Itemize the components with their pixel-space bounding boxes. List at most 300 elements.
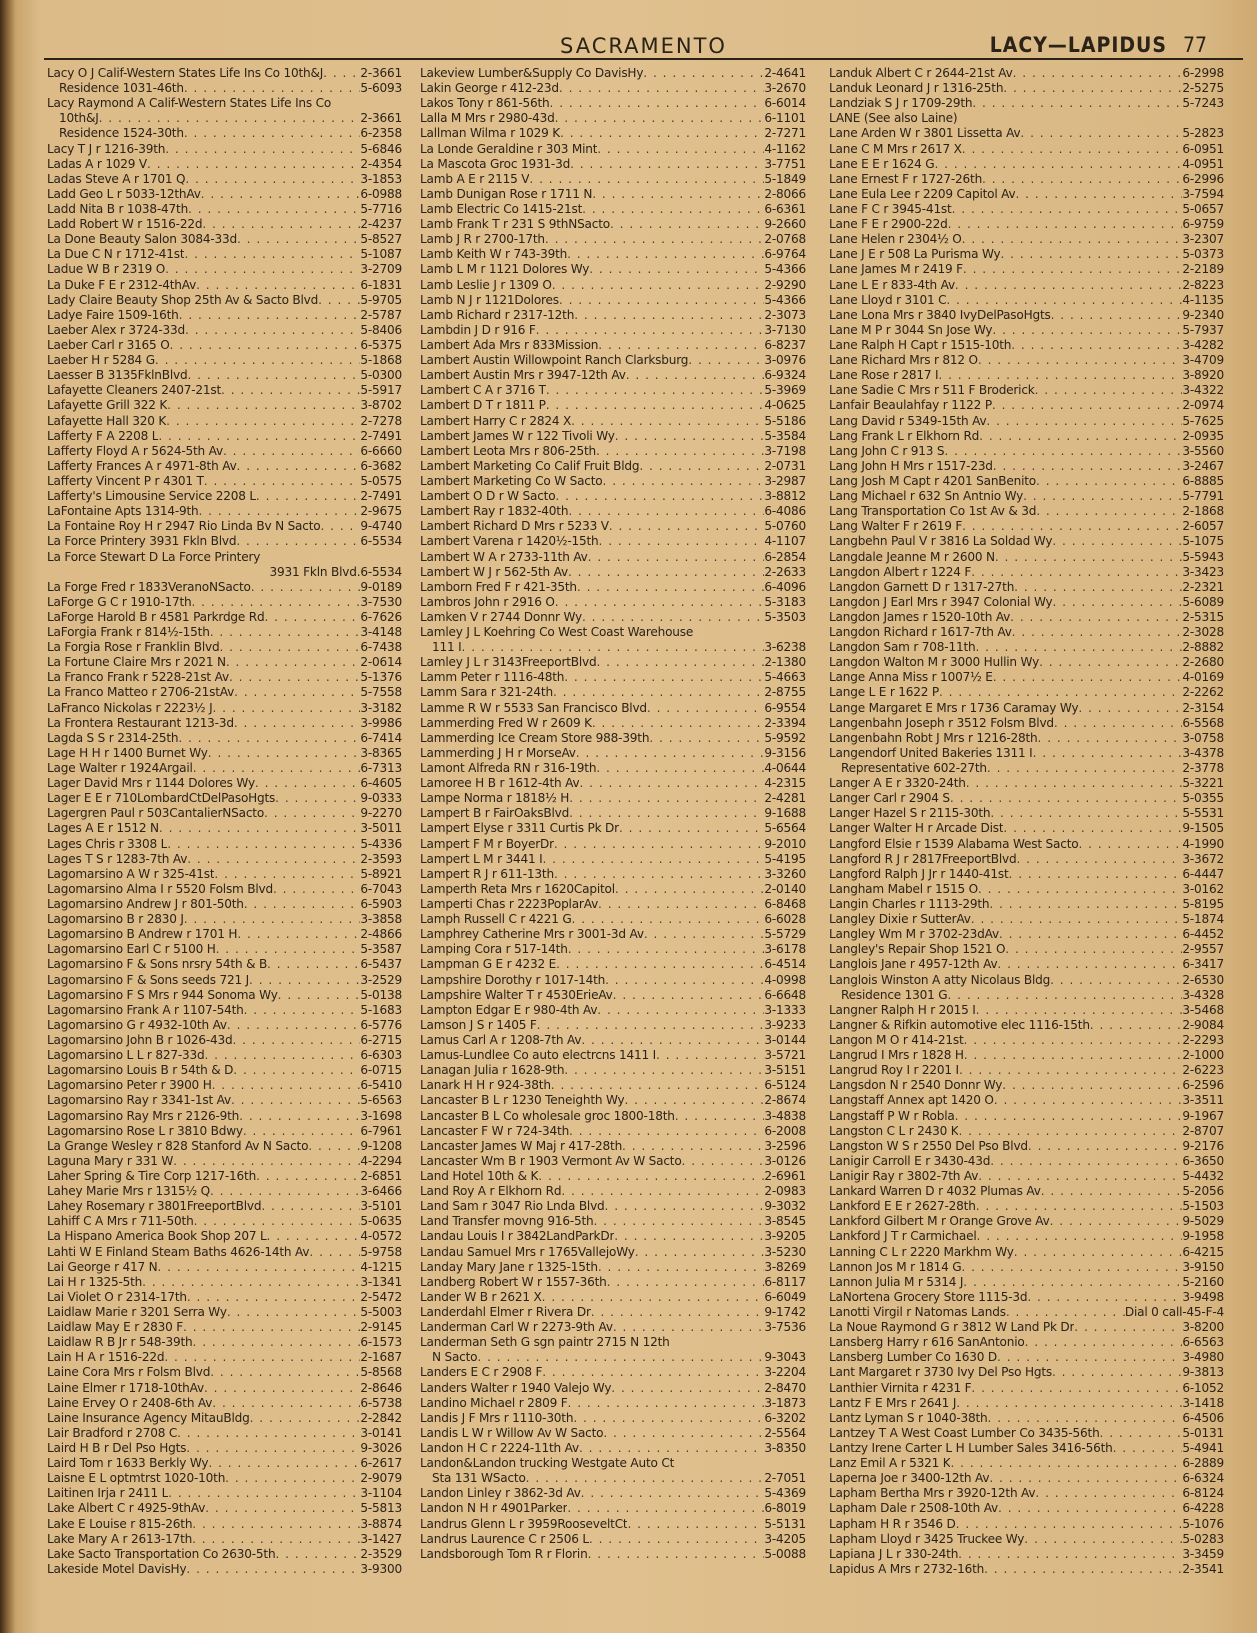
listing-phone: 5-9758 — [360, 1244, 402, 1259]
listing-entry — [47, 670, 402, 685]
listing-name: Lambert D T r 1811 P — [420, 398, 546, 413]
listing-name: Lambert Ray r 1832-40th — [420, 504, 569, 519]
leader-dots — [1003, 821, 1182, 836]
listing-name: Lane F E r 2900-22d — [829, 217, 948, 232]
listing-phone: 5-6846 — [360, 141, 402, 156]
listing-name: Landon Linley r 3862-3d Av — [420, 1486, 581, 1501]
listing-phone: 3-5721 — [764, 1048, 806, 1063]
listing-name: Lambert Leota Mrs r 806-25th — [420, 443, 596, 458]
leader-dots — [962, 519, 1182, 534]
leader-dots — [275, 791, 360, 806]
listing-entry — [420, 142, 806, 157]
listing-name: LaFontaine Apts 1314-9th — [47, 504, 199, 519]
listing-phone: 4-0951 — [1182, 156, 1224, 171]
leader-dots — [603, 1426, 764, 1441]
leader-dots — [982, 172, 1182, 187]
leader-dots — [264, 806, 360, 821]
leader-dots — [192, 1517, 360, 1532]
listing-entry — [47, 640, 402, 655]
leader-dots — [947, 988, 1182, 1003]
listing-entry — [47, 1562, 402, 1577]
listing-entry — [829, 565, 1224, 580]
listing-entry — [420, 1456, 806, 1471]
listing-name: 3931 Fkln Blvd — [269, 564, 357, 579]
listing-entry — [47, 580, 402, 595]
leader-dots — [212, 1078, 361, 1093]
leader-dots — [168, 1486, 360, 1501]
listing-name: Representative 602-27th — [841, 761, 987, 776]
listing-name: Lanthier Virnita r 4231 F — [829, 1380, 972, 1395]
listing-phone: 6-4447 — [1182, 866, 1224, 881]
listing-name: Lamus-Lundlee Co auto electrcns 1411 I — [420, 1048, 657, 1063]
listing-phone: 6-3417 — [1182, 957, 1224, 972]
listing-name: Lang Walter F r 2619 F — [829, 519, 963, 534]
leader-dots — [196, 278, 360, 293]
listing-entry — [47, 1426, 402, 1441]
listing-entry — [47, 1305, 402, 1320]
leader-dots — [256, 1169, 360, 1184]
listing-name: Landerdahl Elmer r Rivera Dr — [420, 1304, 591, 1319]
listing-phone: 2-7271 — [764, 126, 806, 141]
listing-phone: 6-0988 — [360, 186, 402, 201]
listing-entry — [829, 519, 1224, 534]
listing-name: Lamb Richard r 2317-12th — [420, 307, 575, 322]
listing-name: Lampe Norma r 1818½ H — [420, 791, 570, 806]
listing-phone: 5-3969 — [764, 383, 806, 398]
leader-dots — [193, 761, 361, 776]
listing-name: Lager David Mrs r 1144 Dolores Wy — [47, 776, 255, 791]
listing-phone: 3-1104 — [360, 1486, 402, 1501]
listing-phone: 6-3650 — [1182, 1153, 1224, 1168]
listing-entry — [47, 731, 402, 746]
leader-dots — [1000, 247, 1182, 262]
listing-name: Lages T S r 1283-7th Av — [47, 851, 188, 866]
listing-entry — [829, 746, 1224, 761]
listing-phone: 5-0657 — [1182, 201, 1224, 216]
listing-phone: 2-6851 — [360, 1168, 402, 1183]
listing-entry — [829, 701, 1224, 716]
listing-name: Lang David r 5349-15th Av — [829, 413, 987, 428]
listing-entry — [829, 293, 1224, 308]
listing-name: Landon&Landon trucking Westgate Auto Ct — [420, 1456, 675, 1471]
listing-name: Langin Charles r 1113-29th — [829, 897, 990, 912]
listing-phone: 6-6028 — [764, 912, 806, 927]
listing-phone: 5-0283 — [1182, 1531, 1224, 1546]
listing-name: La Franco Matteo r 2706-21stAv — [47, 685, 235, 700]
listing-entry — [420, 278, 806, 293]
listing-phone: 3-0141 — [360, 1425, 402, 1440]
leader-dots — [559, 293, 764, 308]
listing-name: Lang John C r 913 S — [829, 443, 945, 458]
listing-phone: 6-2596 — [1182, 1078, 1224, 1093]
leader-dots — [561, 1184, 764, 1199]
listing-entry — [47, 1048, 402, 1063]
leader-dots — [950, 791, 1182, 806]
listing-phone: 6-9764 — [764, 247, 806, 262]
listing-name: Lambert W A r 2733-11th Av — [420, 549, 588, 564]
listing-name: Lancaster B L r 1230 Teneighth Wy — [420, 1093, 625, 1108]
leader-dots — [555, 489, 764, 504]
leader-dots — [1100, 1426, 1183, 1441]
listing-entry — [47, 1199, 402, 1214]
listing-name: Lang Michael r 632 Sn Antnio Wy — [829, 489, 1024, 504]
listing-name: Lane L E r 833-4th Av — [829, 277, 955, 292]
listing-name: Langley Dixie r SutterAv — [829, 912, 971, 927]
leader-dots — [208, 746, 361, 761]
listing-name: Langdon Garnett D r 1317-27th — [829, 579, 1015, 594]
listing-phone: 3-8365 — [360, 745, 402, 760]
listing-phone: 5-6089 — [1182, 594, 1224, 609]
leader-dots — [249, 973, 360, 988]
listing-entry — [47, 746, 402, 761]
listing-phone: 3-8269 — [764, 1259, 806, 1274]
listing-entry — [829, 353, 1224, 368]
leader-dots — [546, 398, 765, 413]
leader-dots — [1050, 1214, 1183, 1229]
listing-phone: 6-4215 — [1182, 1244, 1224, 1259]
listing-phone: 4-1107 — [764, 534, 806, 549]
listing-phone: 6-4096 — [764, 579, 806, 594]
listing-phone: 2-7491 — [360, 428, 402, 443]
listing-phone: 6-3202 — [764, 1410, 806, 1425]
listing-entry — [829, 126, 1224, 141]
listing-phone: 3-7751 — [764, 156, 806, 171]
listing-entry — [47, 519, 402, 534]
listing-entry — [829, 1154, 1224, 1169]
leader-dots — [997, 957, 1182, 972]
listing-name: Landerman Seth G sgn paintr 2715 N 12th — [420, 1335, 670, 1350]
listing-name: Ladd Geo L r 5033-12thAv — [47, 186, 201, 201]
listing-name: Langner & Rifkin automotive elec 1116-15th — [829, 1017, 1090, 1032]
listing-entry — [420, 565, 806, 580]
listing-phone: 2-3073 — [764, 307, 806, 322]
listing-phone: 6-5124 — [764, 1078, 806, 1093]
leader-dots — [978, 353, 1182, 368]
listing-name: Lannon Julia M r 5314 J — [829, 1274, 964, 1289]
listing-phone: 6-5375 — [360, 337, 402, 352]
listing-entry — [420, 1335, 806, 1350]
listing-entry — [47, 338, 402, 353]
listing-name: Lamph Russell C r 4221 G — [420, 912, 572, 927]
leader-dots — [278, 988, 361, 1003]
leader-dots — [167, 398, 360, 413]
listing-phone: 5-8568 — [360, 1365, 402, 1380]
listing-name: Lange Anna Miss r 1007½ E — [829, 670, 993, 685]
listing-name: Lake Mary A r 2613-17th — [47, 1531, 193, 1546]
listing-phone: 2-3661 — [360, 111, 402, 126]
listing-phone: 3-5011 — [360, 821, 402, 836]
listing-entry — [420, 927, 806, 942]
listing-entry — [420, 489, 806, 504]
listing-name: Lai George r 417 N — [47, 1259, 158, 1274]
listing-entry — [420, 1486, 806, 1501]
leader-dots — [962, 232, 1183, 247]
listing-entry — [47, 126, 402, 141]
leader-dots — [574, 308, 764, 323]
listing-phone: 6-6324 — [1182, 1471, 1224, 1486]
leader-dots — [987, 761, 1182, 776]
listing-phone: 6-4514 — [764, 957, 806, 972]
listing-name: Lamb Dunigan Rose r 1711 N — [420, 186, 593, 201]
listing-name: Lair Bradford r 2708 C — [47, 1425, 178, 1440]
listing-entry — [420, 414, 806, 429]
listing-name: 111 I — [432, 640, 462, 655]
listing-entry — [829, 474, 1224, 489]
listing-phone: 5-3587 — [360, 942, 402, 957]
leader-dots — [605, 1199, 765, 1214]
leader-dots — [184, 81, 361, 96]
listing-entry — [47, 988, 402, 1003]
listing-name: Landuk Leonard J r 1316-25th — [829, 81, 1004, 96]
leader-dots — [1036, 504, 1182, 519]
listing-phone: 5-1683 — [360, 1002, 402, 1017]
listing-entry — [47, 1547, 402, 1562]
listing-phone: 5-4663 — [764, 670, 806, 685]
leader-dots — [572, 912, 765, 927]
listing-name: Lagda S S r 2314-25th — [47, 730, 179, 745]
listing-phone: 3-7198 — [764, 443, 806, 458]
listing-entry — [829, 1048, 1224, 1063]
listing-name: Lagomarsino Peter r 3900 H — [47, 1078, 212, 1093]
listing-name: Langner Ralph H r 2015 I — [829, 1002, 976, 1017]
leader-dots — [179, 308, 361, 323]
listing-phone: 2-2680 — [1182, 655, 1224, 670]
listing-entry — [829, 81, 1224, 96]
listing-phone: 2-7491 — [360, 489, 402, 504]
listing-name: Lagomarsino Earl C r 5100 H — [47, 942, 216, 957]
listing-phone: 5-7791 — [1182, 489, 1224, 504]
leader-dots — [205, 1501, 360, 1516]
listing-entry — [829, 534, 1224, 549]
listing-phone: 6-6049 — [764, 1289, 806, 1304]
listing-name: LaForge G C r 1910-17th — [47, 594, 192, 609]
listing-phone: 3-7130 — [764, 322, 806, 337]
leader-dots — [323, 66, 360, 81]
leader-dots — [605, 973, 764, 988]
leader-dots — [971, 565, 1182, 580]
leader-dots — [992, 398, 1182, 413]
leader-dots — [596, 761, 764, 776]
listing-phone: 3-3672 — [1182, 851, 1224, 866]
listing-entry — [420, 66, 806, 81]
leader-dots — [976, 1199, 1183, 1214]
listing-entry — [420, 474, 806, 489]
listing-entry — [420, 262, 806, 277]
listing-entry — [829, 1335, 1224, 1350]
listing-entry — [829, 1033, 1224, 1048]
listing-name: Lagomarsino Alma I r 5520 Folsm Blvd — [47, 881, 273, 896]
leader-dots — [568, 565, 764, 580]
listing-name: Lane James M r 2419 F — [829, 262, 963, 277]
leader-dots — [979, 429, 1182, 444]
leader-dots — [588, 1547, 765, 1562]
listing-entry — [420, 1154, 806, 1169]
listing-name: Laine Ervey O r 2408-6th Av — [47, 1395, 213, 1410]
leader-dots — [607, 1275, 765, 1290]
leader-dots — [978, 1169, 1182, 1184]
leader-dots — [598, 1260, 765, 1275]
leader-dots — [186, 1562, 360, 1577]
listing-name: Lapham Bertha Mrs r 3920-12th Av — [829, 1486, 1036, 1501]
listing-phone: 6-4605 — [360, 776, 402, 791]
listing-name: Langley's Repair Shop 1521 O — [829, 942, 1006, 957]
leader-dots — [545, 232, 764, 247]
leader-dots — [178, 731, 360, 746]
leader-dots — [946, 293, 1182, 308]
listing-name: Lanark H H r 924-38th — [420, 1078, 551, 1093]
leader-dots — [167, 837, 360, 852]
leader-dots — [208, 1456, 360, 1471]
leader-dots — [554, 867, 764, 882]
listing-name: Langley Wm M r 3702-23dAv — [829, 927, 999, 942]
listing-entry — [829, 595, 1224, 610]
leader-dots — [1016, 852, 1182, 867]
name-range: LACY—LAPIDUS — [989, 33, 1167, 57]
listing-entry — [420, 1411, 806, 1426]
listing-phone: 5-7937 — [1182, 322, 1224, 337]
listing-phone: 9-3043 — [764, 1350, 806, 1365]
listing-phone: 6-6648 — [764, 987, 806, 1002]
listing-name: Lancaster Wm B r 1903 Vermont Av W Sacto — [420, 1153, 682, 1168]
listing-name: Laher Spring & Tire Corp 1217-16th — [47, 1168, 257, 1183]
listing-phone: 6-2617 — [360, 1456, 402, 1471]
listing-phone: 5-5943 — [1182, 549, 1224, 564]
listing-phone: 5-5131 — [764, 1516, 806, 1531]
listing-name: Landerman Carl W r 2273-9th Av — [420, 1320, 613, 1335]
listing-phone: 5-5186 — [764, 413, 806, 428]
listing-phone: 6-5534 — [360, 534, 402, 549]
listing-phone: 3-4148 — [360, 625, 402, 640]
listing-entry — [47, 414, 402, 429]
listing-entry — [47, 1350, 402, 1365]
listing-name: Lambdin J D r 916 F — [420, 322, 536, 337]
listing-entry — [829, 368, 1224, 383]
listing-name: La Hispano America Book Shop 207 L — [47, 1229, 267, 1244]
listing-entry — [420, 1003, 806, 1018]
listing-entry — [420, 504, 806, 519]
leader-dots — [256, 489, 360, 504]
listing-entry — [47, 1169, 402, 1184]
leader-dots — [216, 942, 361, 957]
listing-name: Langlois Winston A atty Nicolaus Bldg — [829, 972, 1051, 987]
listing-name: Lanagan Julia r 1628-9th — [420, 1063, 565, 1078]
listing-entry — [420, 1305, 806, 1320]
listing-phone: 6-8237 — [764, 337, 806, 352]
leader-dots — [639, 459, 764, 474]
listing-name: Lage Walter r 1924Argail — [47, 761, 193, 776]
leader-dots — [1002, 1078, 1182, 1093]
listing-phone: 3-1698 — [360, 1108, 402, 1123]
listing-phone: 3-8702 — [360, 398, 402, 413]
listing-name: Lane Eula Lee r 2209 Capitol Av — [829, 186, 1016, 201]
leader-dots — [219, 640, 360, 655]
listing-phone: 5-4336 — [360, 836, 402, 851]
listing-phone: 5-5729 — [764, 927, 806, 942]
listing-phone: 4-1135 — [1182, 292, 1224, 307]
listing-column-3 — [829, 66, 1224, 1577]
leader-dots — [597, 142, 764, 157]
listing-phone: 4-0998 — [764, 972, 806, 987]
listing-phone: 5-2823 — [1182, 126, 1224, 141]
listing-entry — [420, 368, 806, 383]
listing-phone: 3-5560 — [1182, 443, 1224, 458]
leader-dots — [170, 338, 361, 353]
listing-name: Lansberg Lumber Co 1630 D — [829, 1350, 998, 1365]
listing-phone: 6-3682 — [360, 458, 402, 473]
listing-entry — [829, 1501, 1224, 1516]
listing-name: Lamb Leslie J r 1309 O — [420, 277, 552, 292]
listing-entry — [829, 957, 1224, 972]
listing-phone: 3-2596 — [764, 1138, 806, 1153]
listing-entry — [420, 897, 806, 912]
listing-name: Langlois Jane r 4957-12th Av — [829, 957, 998, 972]
listing-phone: 6-5776 — [360, 1017, 402, 1032]
listing-entry — [829, 157, 1224, 172]
leader-dots — [1054, 716, 1182, 731]
leader-dots — [581, 1486, 765, 1501]
listing-name: Langenbahn Robt J Mrs r 1216-28th — [829, 730, 1038, 745]
listing-entry — [829, 761, 1224, 776]
listing-entry — [47, 973, 402, 988]
listing-entry — [47, 806, 402, 821]
listing-name: Landberg Robert W r 1557-36th — [420, 1274, 607, 1289]
listing-phone: 3-6466 — [360, 1184, 402, 1199]
leader-dots — [995, 550, 1183, 565]
listing-entry — [420, 217, 806, 232]
listing-name: Lambert James W r 122 Tivoli Wy — [420, 428, 615, 443]
leader-dots — [223, 444, 360, 459]
listing-phone: 3-1427 — [360, 1531, 402, 1546]
listing-phone: 2-9145 — [360, 1320, 402, 1335]
listing-name: Lakin George r 412-23d — [420, 81, 559, 96]
listing-phone: 3-7594 — [1182, 186, 1224, 201]
listing-entry — [420, 398, 806, 413]
leader-dots — [267, 1229, 361, 1244]
leader-dots — [589, 262, 764, 277]
listing-name: Lamb J R r 2700-17th — [420, 232, 545, 247]
listing-name: Lagomarsino F & Sons seeds 721 J — [47, 972, 250, 987]
listing-entry — [829, 172, 1224, 187]
leader-dots — [963, 1275, 1182, 1290]
leader-dots — [191, 595, 360, 610]
leader-dots — [959, 1063, 1182, 1078]
listing-name: Lampert R J r 611-13th — [420, 866, 554, 881]
listing-name: Lamborn Fred F r 421-35th — [420, 579, 577, 594]
leader-dots — [184, 247, 360, 262]
listing-entry — [47, 1320, 402, 1335]
listing-entry — [420, 353, 806, 368]
listing-entry — [829, 1381, 1224, 1396]
listing-phone: 6-1101 — [764, 111, 806, 126]
listing-name: Lansberg Harry r 616 SanAntonio — [829, 1335, 1025, 1350]
listing-phone: 6-5534 — [360, 564, 402, 579]
leader-dots — [212, 1396, 360, 1411]
listing-name: Landrus Glenn L r 3959RooseveltCt — [420, 1516, 628, 1531]
listing-entry — [420, 610, 806, 625]
listing-name: Lahey Rosemary r 3801FreeportBlvd — [47, 1199, 262, 1214]
listing-name: Lafferty Frances A r 4971-8th Av — [47, 458, 237, 473]
listing-name: Landon N H r 4901Parker — [420, 1501, 568, 1516]
leader-dots — [582, 202, 764, 217]
leader-dots — [177, 1426, 360, 1441]
listing-phone: 9-5029 — [1182, 1214, 1224, 1229]
leader-dots — [989, 1471, 1182, 1486]
listing-entry — [420, 1078, 806, 1093]
listing-entry — [829, 625, 1224, 640]
listing-entry — [829, 1063, 1224, 1078]
listing-phone: 3-2529 — [360, 972, 402, 987]
listing-name: Lagomarsino B r 2830 J — [47, 912, 184, 927]
